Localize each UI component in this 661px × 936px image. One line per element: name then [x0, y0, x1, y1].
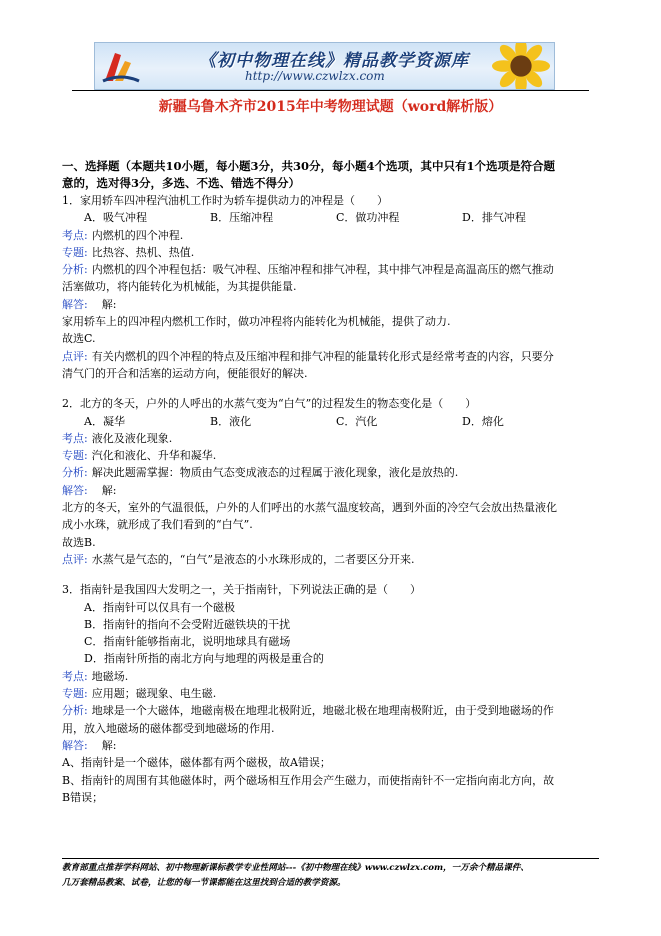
label-kaodian: 考点:: [62, 669, 88, 683]
banner-url: http://www.czwlzx.com: [245, 69, 385, 83]
q3-option-b: B．指南针的指向不会受附近磁铁块的干扰: [84, 617, 291, 631]
page-footer: [62, 861, 602, 891]
q2-option-b: B．液化: [210, 414, 252, 428]
q1-option-a: A．吸气冲程: [84, 211, 147, 225]
q2-zhuanti: 专题: 汽化和液化、升华和凝华.: [62, 449, 217, 463]
q1-stem: 1．家用轿车四冲程汽油机工作时为轿车提供动力的冲程是（ ）: [62, 194, 388, 207]
sunflower-image: [492, 42, 550, 90]
q1-option-b: B．压缩冲程: [210, 211, 274, 225]
label-fenxi: 分析:: [62, 704, 88, 718]
q1-kaodian: 考点: 内燃机的四个冲程.: [62, 228, 184, 242]
q2-jieda: 解答: 解:: [62, 483, 117, 497]
q1-fenxi: 分析: 内燃机的四个冲程包括：吸气冲程、压缩冲程和排气冲程，其中排气冲程是高温高压的燃气推动: [62, 263, 554, 277]
section-heading-line1: 一、选择题（本题共10小题，每小题3分，共30分，每小题4个选项，其中只有1个选项是符合题: [62, 159, 556, 173]
q3-option-c: C．指南针能够指南北，说明地球具有磁场: [84, 635, 291, 649]
q1-dianping-cont: 清气门的开合和活塞的运动方向，便能很好的解决.: [62, 366, 308, 380]
footer-line1: 教育部重点推荐学科网站、初中物理新课标教学专业性网站---《初中物理在线》www.czwlzx.com，一万余个精品课件、: [62, 863, 529, 873]
q3-option-a: A．指南针可以仅具有一个磁极: [84, 600, 235, 614]
label-zhuanti: 专题:: [62, 245, 88, 259]
q1-option-c: C．做功冲程: [336, 211, 400, 225]
q1-answer-2: 故选C.: [62, 332, 96, 346]
q1-options: [62, 209, 598, 226]
label-fenxi: 分析:: [62, 263, 88, 277]
q1-fenxi-cont: 活塞做功，将内能转化为机械能，为其提供能量.: [62, 280, 297, 294]
q3-answer-3: B错误；: [62, 790, 104, 804]
section-heading-line2: 意的，选对得3分，多选、不选、错选不得分）: [62, 176, 300, 190]
banner-title: 《初中物理在线》精品教学资源库: [199, 51, 469, 71]
q2-fenxi: 分析: 解决此题需掌握：物质由气态变成液态的过程属于液化现象，液化是放热的.: [62, 466, 459, 480]
label-kaodian: 考点:: [62, 228, 88, 242]
q1-zhuanti: 专题: 比热容、热机、热值.: [62, 245, 195, 259]
q3-stem: 3．指南针是我国四大发明之一，关于指南针，下列说法正确的是（ ）: [62, 583, 421, 597]
q1-answer-1: 家用轿车上的四冲程内燃机工作时，做功冲程将内能转化为机械能，提供了动力.: [62, 315, 451, 329]
header-rule: [72, 90, 589, 91]
q2-dianping: 点评: 水蒸气是气态的，“白气”是液态的小水珠形成的，二者要区分开来.: [62, 552, 415, 566]
q1-option-d: D．排气冲程: [462, 211, 526, 225]
label-dianping: 点评:: [62, 349, 88, 363]
label-jieda: 解答:: [62, 483, 88, 497]
q2-answer-2: 成小水珠，就形成了我们看到的“白气”.: [62, 518, 253, 532]
site-logo: [101, 47, 141, 85]
header-banner: [94, 42, 555, 90]
q3-zhuanti: 专题: 应用题；磁现象、电生磁.: [62, 687, 217, 701]
label-jieda: 解答:: [62, 738, 88, 752]
footer-line2: 几万套精品教案、试卷，让您的每一节课都能在这里找到合适的教学资源。: [62, 878, 346, 888]
label-zhuanti: 专题:: [62, 449, 88, 463]
q3-fenxi: 分析: 地球是一个大磁体，地磁南极在地理北极附近，地磁北极在地理南极附近，由于受到地磁场的作: [62, 704, 554, 718]
q2-option-a: A．凝华: [84, 414, 125, 428]
q2-option-c: C．汽化: [336, 414, 378, 428]
q3-option-d: D．指南针所指的南北方向与地理的两极是重合的: [84, 652, 324, 666]
q2-answer-1: 北方的冬天，室外的气温很低，户外的人们呼出的水蒸气温度较高，遇到外面的冷空气会放出热量液化: [62, 501, 557, 515]
document-body: [62, 158, 598, 806]
q2-option-d: D．熔化: [462, 414, 504, 428]
q1-jieda: 解答: 解:: [62, 297, 117, 311]
q3-kaodian: 考点: 地磁场.: [62, 669, 129, 683]
footer-rule: [62, 858, 599, 859]
q3-answer-1: A、指南针是一个磁体，磁体都有两个磁极，故A错误；: [62, 756, 331, 770]
q2-stem: 2．北方的冬天，户外的人呼出的水蒸气变为“白气”的过程发生的物态变化是（ ）: [62, 397, 477, 411]
q2-kaodian: 考点: 液化及液化现象.: [62, 431, 173, 445]
q2-options: [62, 413, 598, 430]
label-dianping: 点评:: [62, 552, 88, 566]
q3-jieda: 解答: 解:: [62, 738, 117, 752]
label-kaodian: 考点:: [62, 431, 88, 445]
q3-fenxi-cont: 用，放入地磁场的磁体都受到地磁场的作用.: [62, 721, 275, 735]
q1-dianping: 点评: 有关内燃机的四个冲程的特点及压缩冲程和排气冲程的能量转化形式是经常考查的内容，只要分: [62, 349, 554, 363]
q2-answer-3: 故选B.: [62, 535, 96, 549]
label-jieda: 解答:: [62, 297, 88, 311]
q3-answer-2: B、指南针的周围有其他磁体时，两个磁场相互作用会产生磁力，而使指南针不一定指向南北方向，故: [62, 773, 555, 787]
label-zhuanti: 专题:: [62, 687, 88, 701]
label-fenxi: 分析:: [62, 466, 88, 480]
document-title: 新疆乌鲁木齐市2015年中考物理试题（word解析版）: [158, 99, 503, 115]
